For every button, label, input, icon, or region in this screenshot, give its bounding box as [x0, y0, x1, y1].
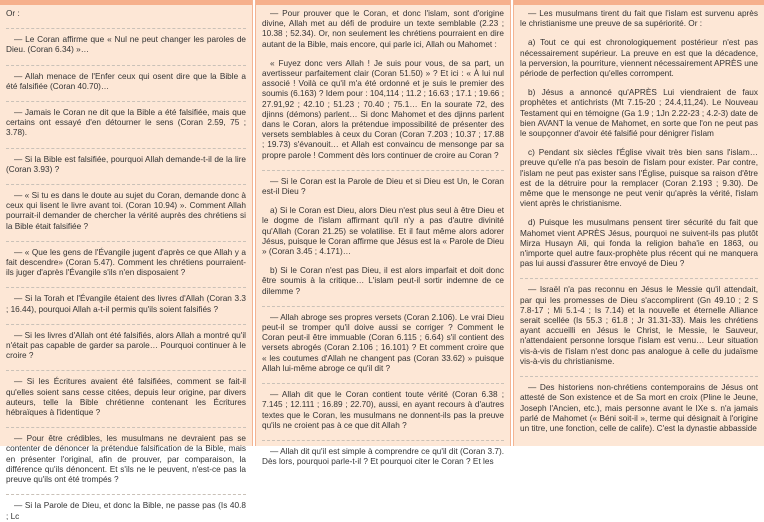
paragraph: — « Si tu es dans le doute au sujet du Coran, demande donc à ceux qui lisent le livre avant toi. (Coran 10.94) ». Comment Allah pourrait-il demander de chercher la vérité auprès des chrétiens si la Bible était falsifiée ?	[6, 191, 246, 231]
paragraph: — Si les Écritures avaient été falsifiées, comment se fait-il qu'elles soient sans cesse citées, depuis leur origine, par divers auteurs, telle la Bible chrétienne contenant les Écritures hébraïques à l'identique ?	[6, 377, 246, 418]
paragraph: — « Que les gens de l'Évangile jugent d'après ce que Allah y a fait descendre» (Coran 5.47). Comment les chrétiens pourraient-ils juger d'après l'Évangile s'ils n'en disposaient ?	[6, 247, 246, 278]
dashed-divider	[262, 440, 504, 441]
column-top-bar	[256, 0, 510, 5]
text-column-right	[513, 0, 764, 446]
paragraph: — Jamais le Coran ne dit que la Bible a été falsifiée, mais que certains ont essayé d'en détourner le sens (Coran 2.59, 75 ; 3.78).	[6, 108, 246, 138]
paragraph: — Si la Parole de Dieu, et donc la Bible, ne passe pas (Is 40.8 ; Lc	[6, 501, 246, 521]
paragraph: — Allah dit que le Coran contient toute vérité (Coran 6.38 ; 7.145 ; 12.111 ; 16.89 ; 22.70), aussi, en ayant recours à d'autres textes que le Coran, les musulmans ne donnent-ils pas la preuve qu'ils ne croient pas à ce que dit Allah ?	[262, 390, 504, 430]
paragraph: — Si le Coran est la Parole de Dieu et si Dieu est Un, le Coran est-il Dieu ?	[262, 176, 504, 197]
dashed-divider	[6, 324, 246, 325]
paragraph: a) Tout ce qui est chronologiquement postérieur n'est pas nécessairement supérieur. La preuve en est que la décadence, la perversion, la pourriture, viennent nécessairement APRÈS une période de perfection qu'elles corrompent.	[520, 38, 759, 79]
dashed-divider	[6, 28, 246, 29]
dashed-divider	[6, 148, 246, 149]
paragraph: — Pour être crédibles, les musulmans ne devraient pas se contenter de dénoncer la prétendue falsification de la Bible, mais en présenter l'original, afin de prouver, par comparaison, la différence qu'ils dénoncent. Et s'ils ne le peuvent, n'est-ce pas la preuve qu'ils ont été trompés ?	[6, 434, 246, 485]
paragraph: — Des historiens non-chrétiens contemporains de Jésus ont attesté de Son existence et de Sa mort en croix (Pline le Jeune, Joseph l'Ancien, etc.), mais personne avant le IXe s. n'a jamais parlé de Mahomet (« Béni soit-il », terme qui désignait à l'origine un titre, une fonction, celle de calife). C'est la dynastie abbasside	[520, 383, 758, 433]
paragraph: — Allah dit qu'il est simple à comprendre ce qu'il dit (Coran 3.7). Dès lors, pourquoi parle-t-il ? Et pourquoi citer le Coran ? Et les	[262, 446, 504, 467]
dashed-divider	[6, 370, 246, 371]
dashed-divider	[520, 278, 758, 279]
dashed-divider	[520, 376, 758, 377]
paragraph: — Le Coran affirme que « Nul ne peut changer les paroles de Dieu. (Coran 6.34) »…	[6, 35, 246, 55]
dashed-divider	[6, 184, 246, 185]
text-column-middle	[255, 0, 511, 467]
paragraph: d) Puisque les musulmans pensent tirer sécurité du fait que Mahomet vient APRÈS Jésus, pourquoi ne suivent-ils pas plutôt Mirza Husayn Ali, qui fonda la religion baha'ie en 1863, ou n'importe quel autre faux-prophète plus récent qui ne manquera pas lui aussi d'assurer être envoyé de Dieu ?	[520, 218, 758, 269]
text-column-left	[0, 0, 253, 521]
paragraph: « Fuyez donc vers Allah ! Je suis pour vous, de sa part, un avertisseur parfaitement clair (Coran 51.50) » ? Et ici : « À lui nul associé ! Voilà ce qu'il m'a été ordonné et je suis le premier des soumis (6.163) ? Idem pour : 104,114 ; 11.2 ; 16.63 ; 17.1 ; 19.66 ; 27.91,92 ; 42.10 ; 51.23 ; 70.40 ; 75.1… En la sourate 72, des djinns (démons) parlent… Si donc Mahomet et des djinns parlent dans le Coran, alors la prétendue impossibilité de présenter des versets semblables à ceux du Coran (Coran 7.203 ; 10.37 ; 17.88 ; 19.73) s'évanouit… et Allah est convaincu de mensonge par sa propre parole ! Comment dès lors continuer de croire au Coran ?	[262, 58, 504, 160]
paragraph: — Si la Torah et l'Évangile étaient des livres d'Allah (Coran 3.3 ; 16.44), pourquoi Allah a-t-il permis qu'ils soient falsifiés ?	[6, 294, 246, 314]
paragraph: — Pour prouver que le Coran, et donc l'islam, sont d'origine divine, Allah met au défi de produire un texte semblable (2.23 ; 10.38 ; 52.34). Or, non seulement les chrétiens pourraient en dire autant de la Bible, mais encore, qui parle ici, Allah ou Mahomet :	[262, 9, 504, 49]
paragraph: — Israël n'a pas reconnu en Jésus le Messie qu'il attendait, par qui les promesses de Dieu s'accomplirent (Gn 49.10 ; 2 S 7.8-17 ; Mi 5.1-4 ; Is 7.14) et la nouvelle et éternelle Alliance serait scellée (Is 55.3 ; 61.8 ; Jr 31.31-33). Mais les chrétiens ayant accueilli en Jésus le Christ, le Messie, le Sauveur, n'attendaient personne lorsque l'islam est venu… Leur situation vis-à-vis de l'islam n'est donc pas analogue à celle du judaïsme vis-à-vis du christianisme.	[520, 285, 758, 366]
paragraph: b) Si le Coran n'est pas Dieu, il est alors imparfait et doit donc être soumis à la critique… L'islam peut-il sortir indemne de ce dilemme ?	[262, 266, 504, 296]
dashed-divider	[6, 101, 246, 102]
dashed-divider	[6, 427, 246, 428]
paragraph: Or :	[6, 9, 20, 18]
column-panel	[0, 0, 253, 521]
dashed-divider	[262, 306, 504, 307]
dashed-divider	[6, 241, 246, 242]
column-top-bar	[514, 0, 764, 5]
column-panel	[255, 0, 511, 467]
paragraph: — Les musulmans tirent du fait que l'islam est survenu après le christianisme une preuve de sa supériorité. Or :	[520, 9, 758, 29]
dashed-divider	[6, 65, 246, 66]
dashed-divider	[262, 383, 504, 384]
dashed-divider	[262, 170, 504, 171]
paragraph: — Allah abroge ses propres versets (Coran 2.106). Le vrai Dieu peut-il se tromper qu'il doive aussi se corriger ? Comment le Coran peut-il être immuable (Coran 6.115 ; 6.64) s'il contient des versets abrogés (Coran 2.106 ; 16.101) ? Et comment croire que « les coutumes d'Allah ne changent pas (Coran 33.62) » puisque Allah lui-même abroge ce qu'il dit ?	[262, 312, 504, 373]
column-panel	[513, 0, 764, 446]
paragraph: b) Jésus a annoncé qu'APRÈS Lui viendraient de faux prophètes et antichrists (Mt 7.15-20 ; 24.4,11,24). Le Nouveau Testament qui en témoigne (Ga 1.9 ; 1Jn 2.22-23 ; 4.2-3) date de bien AVANT la venue de Mahomet, en sorte que l'on ne peut pas le soupçonner d'avoir été falsifié pour dénigrer l'islam	[520, 88, 758, 139]
paragraph: — Si les livres d'Allah ont été falsifiés, alors Allah a montré qu'il n'était pas capable de garder sa parole… Pourquoi continuer à le croire ?	[6, 330, 246, 361]
dashed-divider	[6, 494, 246, 495]
paragraph: a) Si le Coran est Dieu, alors Dieu n'est plus seul à être Dieu et le dogme de l'islam affirmant qu'il n'y a pas d'autre divinité qu'Allah (Coran 21.25) se volatilise. Et il faut même alors adorer Jésus, puisque le Coran affirme que Jésus est la « Parole de Dieu » (Coran 3.45 ; 4.171)…	[262, 206, 504, 257]
paragraph: c) Pendant six siècles l'Église vivait très bien sans l'islam… preuve qu'elle n'a pas besoin de l'islam pour exister. Par contre, l'islam ne peut pas exister sans l'Église, puisque sa raison d'être est de la détruire pour la remplacer (Coran 2.193 ; 9.30). De même que le mensonge ne peut venir qu'après la vérité, l'islam vient après le christianisme.	[520, 148, 758, 209]
paragraph: — Allah menace de l'Enfer ceux qui osent dire que la Bible a été falsifiée (Coran 40.70)…	[6, 71, 246, 91]
column-top-bar	[0, 0, 252, 5]
paragraph: — Si la Bible est falsifiée, pourquoi Allah demande-t-il de la lire (Coran 3.93) ?	[6, 154, 246, 174]
dashed-divider	[6, 287, 246, 288]
